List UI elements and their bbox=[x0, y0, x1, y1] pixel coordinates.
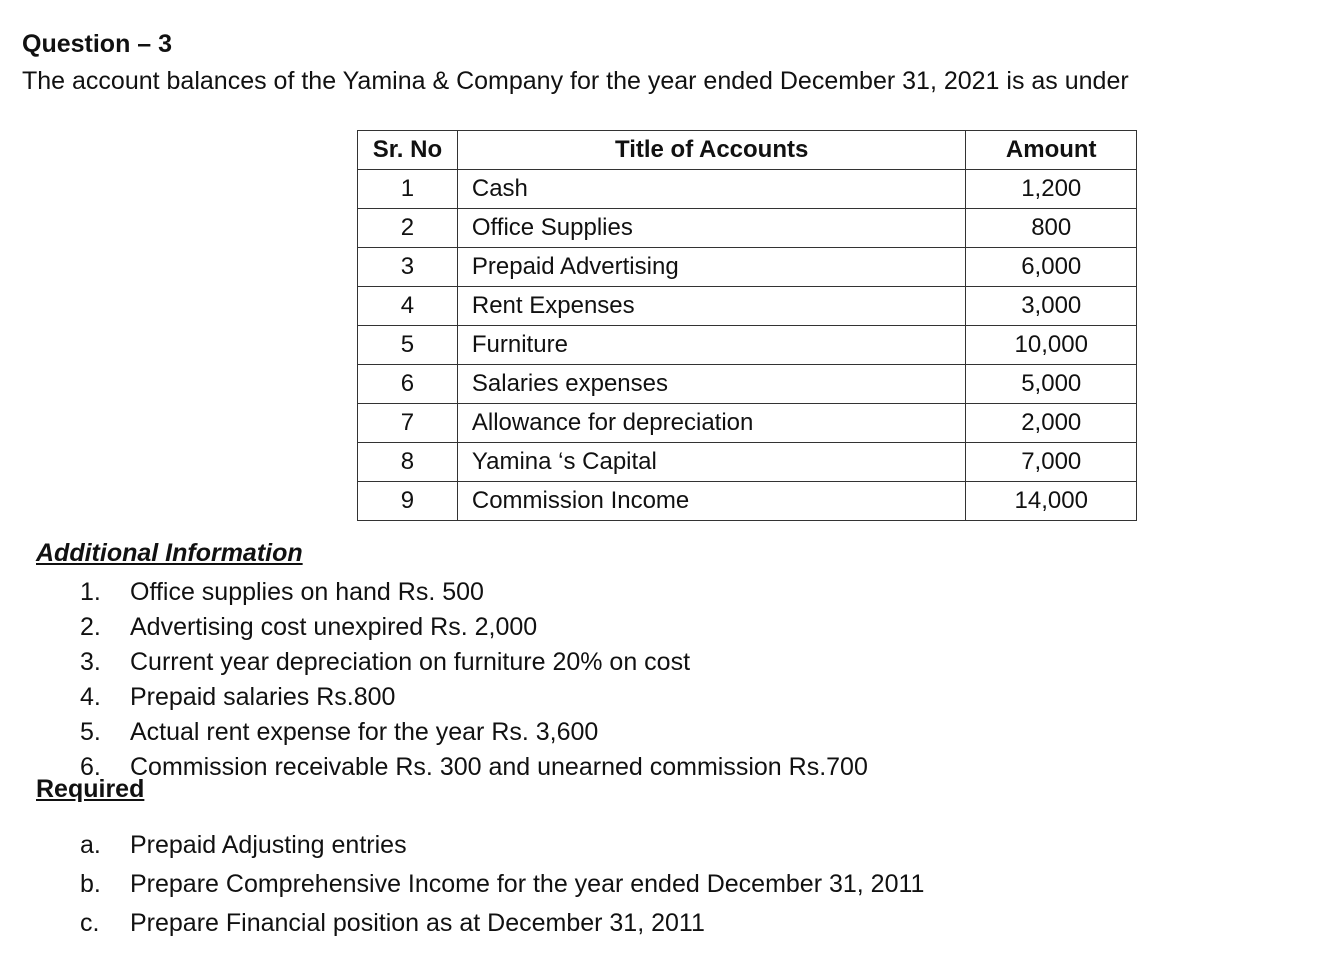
list-item bbox=[80, 826, 924, 865]
table-row bbox=[358, 248, 1137, 287]
table-row bbox=[358, 443, 1137, 482]
list-item-number: 4. bbox=[80, 683, 101, 711]
cell-account-title: Rent Expenses bbox=[457, 287, 966, 326]
cell-sr-no: 8 bbox=[358, 443, 458, 482]
list-item-letter: c. bbox=[80, 909, 100, 937]
cell-account-title: Commission Income bbox=[457, 482, 966, 521]
table-row bbox=[358, 404, 1137, 443]
cell-amount: 2,000 bbox=[966, 404, 1137, 443]
list-item-text: Current year depreciation on furniture 20% on cost bbox=[130, 648, 691, 676]
table-row bbox=[358, 326, 1137, 365]
cell-sr-no: 7 bbox=[358, 404, 458, 443]
list-item-letter: b. bbox=[80, 870, 101, 898]
list-item-text: Commission receivable Rs. 300 and unearned commission Rs.700 bbox=[130, 753, 868, 781]
cell-account-title: Office Supplies bbox=[457, 209, 966, 248]
header-title-of-accounts: Title of Accounts bbox=[457, 131, 966, 170]
cell-sr-no: 6 bbox=[358, 365, 458, 404]
cell-amount: 14,000 bbox=[966, 482, 1137, 521]
list-item-number: 2. bbox=[80, 613, 101, 641]
list-item-number: 5. bbox=[80, 718, 101, 746]
table-row bbox=[358, 287, 1137, 326]
list-item bbox=[80, 610, 868, 645]
list-item-text: Prepare Comprehensive Income for the year ended December 31, 2011 bbox=[130, 870, 925, 898]
list-item bbox=[80, 715, 868, 750]
cell-sr-no: 9 bbox=[358, 482, 458, 521]
cell-account-title: Yamina ‘s Capital bbox=[457, 443, 966, 482]
cell-amount: 10,000 bbox=[966, 326, 1137, 365]
list-item-letter: a. bbox=[80, 831, 101, 859]
cell-amount: 800 bbox=[966, 209, 1137, 248]
cell-account-title: Salaries expenses bbox=[457, 365, 966, 404]
table-row bbox=[358, 482, 1137, 521]
cell-account-title: Prepaid Advertising bbox=[457, 248, 966, 287]
list-item-number: 3. bbox=[80, 648, 101, 676]
table-row bbox=[358, 209, 1137, 248]
list-item-text: Advertising cost unexpired Rs. 2,000 bbox=[130, 613, 538, 641]
required-list bbox=[80, 826, 924, 943]
list-item-text: Actual rent expense for the year Rs. 3,600 bbox=[130, 718, 599, 746]
list-item bbox=[80, 645, 868, 680]
list-item-text: Prepaid Adjusting entries bbox=[130, 831, 407, 859]
header-sr-no: Sr. No bbox=[358, 131, 458, 170]
question-intro: The account balances of the Yamina & Company for the year ended December 31, 2021 is as under bbox=[22, 67, 1129, 95]
list-item-text: Prepare Financial position as at December 31, 2011 bbox=[130, 909, 705, 937]
list-item-number: 1. bbox=[80, 578, 101, 606]
cell-amount: 1,200 bbox=[966, 170, 1137, 209]
table-header-row bbox=[358, 131, 1137, 170]
additional-information-list bbox=[80, 575, 868, 785]
additional-information-heading: Additional Information bbox=[36, 539, 303, 567]
required-heading: Required bbox=[36, 775, 145, 803]
cell-amount: 7,000 bbox=[966, 443, 1137, 482]
list-item-text: Prepaid salaries Rs.800 bbox=[130, 683, 396, 711]
table-row bbox=[358, 170, 1137, 209]
cell-sr-no: 4 bbox=[358, 287, 458, 326]
list-item bbox=[80, 904, 924, 943]
cell-sr-no: 3 bbox=[358, 248, 458, 287]
question-title: Question – 3 bbox=[22, 30, 173, 58]
cell-amount: 3,000 bbox=[966, 287, 1137, 326]
cell-amount: 5,000 bbox=[966, 365, 1137, 404]
list-item bbox=[80, 680, 868, 715]
header-amount: Amount bbox=[966, 131, 1137, 170]
cell-sr-no: 5 bbox=[358, 326, 458, 365]
cell-account-title: Cash bbox=[457, 170, 966, 209]
cell-sr-no: 1 bbox=[358, 170, 458, 209]
cell-account-title: Furniture bbox=[457, 326, 966, 365]
list-item-text: Office supplies on hand Rs. 500 bbox=[130, 578, 484, 606]
list-item bbox=[80, 865, 924, 904]
cell-account-title: Allowance for depreciation bbox=[457, 404, 966, 443]
cell-sr-no: 2 bbox=[358, 209, 458, 248]
cell-amount: 6,000 bbox=[966, 248, 1137, 287]
table-row bbox=[358, 365, 1137, 404]
list-item bbox=[80, 575, 868, 610]
accounts-table bbox=[357, 130, 1137, 521]
list-item-number: 6. bbox=[80, 753, 101, 781]
list-item bbox=[80, 750, 868, 785]
